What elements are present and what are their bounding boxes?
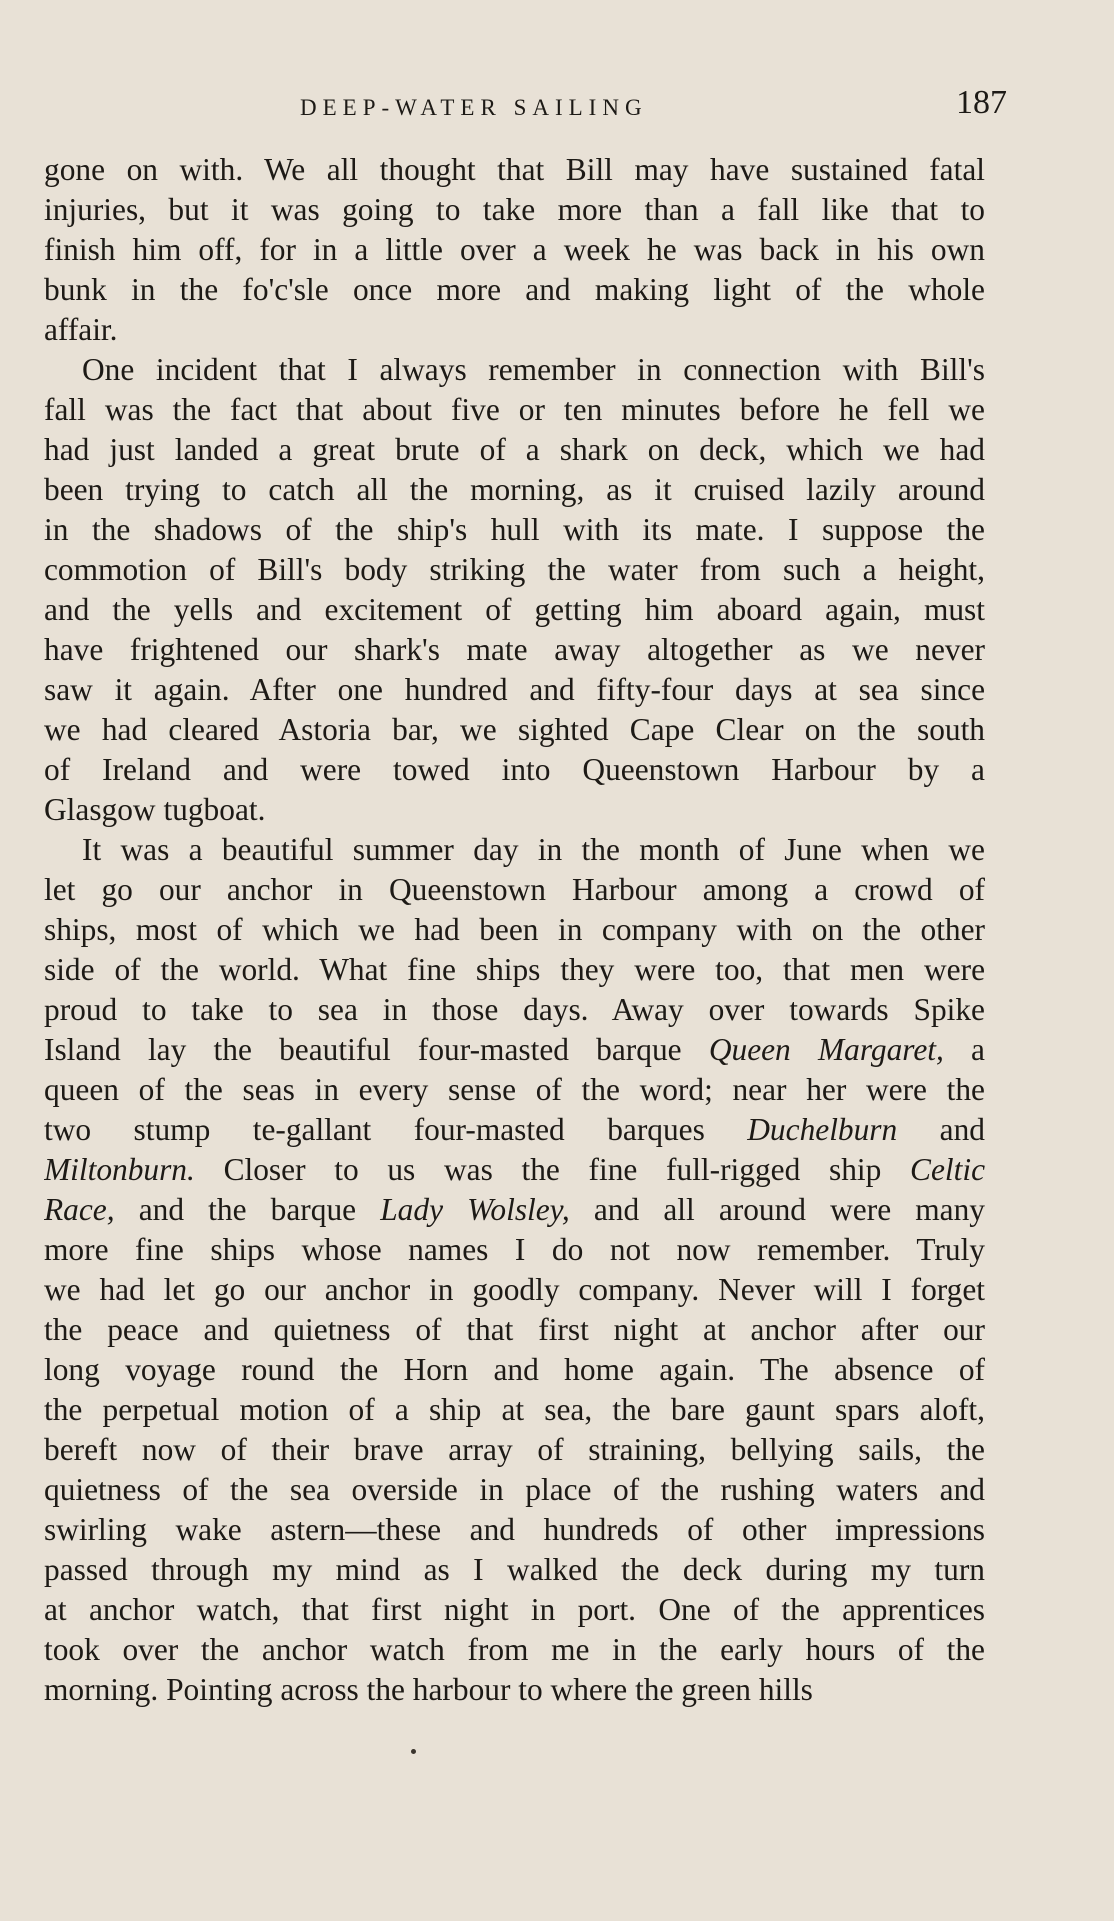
page-header	[44, 86, 1044, 136]
text-segment: One incident that I always remember in connection with Bill's	[82, 352, 985, 387]
text-segment: bunk in the fo'c'sle once more and making light of the whole	[44, 272, 985, 307]
ink-speck	[411, 1749, 416, 1754]
text-segment: finish him off, for in a little over a week he was back in his own	[44, 232, 985, 267]
text-segment: we had let go our anchor in goodly company. Never will I forget	[44, 1272, 985, 1307]
text-segment: It was a beautiful summer day in the month of June when we	[82, 832, 985, 867]
text-line	[44, 790, 985, 830]
text-segment: the perpetual motion of a ship at sea, the bare gaunt spars aloft,	[44, 1392, 985, 1427]
text-line	[44, 1230, 985, 1270]
text-line	[44, 510, 985, 550]
text-line	[44, 750, 985, 790]
text-segment: affair.	[44, 312, 118, 347]
text-segment: two stump te-gallant four-masted barques	[44, 1112, 748, 1147]
ship-name: Queen Margaret,	[708, 1032, 944, 1067]
text-segment: fall was the fact that about five or ten minutes before he fell we	[44, 392, 985, 427]
ship-name: Celtic	[910, 1152, 985, 1187]
text-segment: and all around were many	[569, 1192, 985, 1227]
body-text	[44, 150, 985, 1710]
text-line	[44, 390, 985, 430]
text-line	[44, 1150, 985, 1190]
text-segment: injuries, but it was going to take more than a fall like that to	[44, 192, 985, 227]
text-segment: took over the anchor watch from me in the early hours of the	[44, 1632, 985, 1667]
ship-name: Miltonburn.	[44, 1152, 195, 1187]
text-segment: in the shadows of the ship's hull with its mate. I suppose the	[44, 512, 985, 547]
text-line	[44, 230, 985, 270]
text-segment: more fine ships whose names I do not now remember. Truly	[44, 1232, 985, 1267]
text-segment: side of the world. What fine ships they were too, that men were	[44, 952, 985, 987]
text-segment: and	[897, 1112, 985, 1147]
text-line	[44, 670, 985, 710]
text-segment: gone on with. We all thought that Bill may have sustained fatal	[44, 152, 985, 187]
text-segment: Island lay the beautiful four-masted barque	[44, 1032, 709, 1067]
text-line	[44, 830, 985, 870]
text-line	[44, 950, 985, 990]
text-line	[44, 1110, 985, 1150]
text-segment: saw it again. After one hundred and fifty-four days at sea since	[44, 672, 985, 707]
text-line	[44, 630, 985, 670]
text-segment: passed through my mind as I walked the deck during my turn	[44, 1552, 985, 1587]
text-line	[44, 1030, 985, 1070]
running-head: DEEP-WATER SAILING	[300, 95, 648, 120]
text-line	[44, 270, 985, 310]
text-segment: proud to take to sea in those days. Away over towards Spike	[44, 992, 985, 1027]
text-segment: long voyage round the Horn and home again. The absence of	[44, 1352, 985, 1387]
text-line	[44, 710, 985, 750]
ship-name: Race,	[44, 1192, 115, 1227]
text-segment: had just landed a great brute of a shark on deck, which we had	[44, 432, 985, 467]
text-line	[44, 150, 985, 190]
text-segment: of Ireland and were towed into Queenstown Harbour by a	[44, 752, 985, 787]
text-segment: queen of the seas in every sense of the word; near her were the	[44, 1072, 985, 1107]
text-line	[44, 310, 985, 350]
text-segment: been trying to catch all the morning, as it cruised lazily around	[44, 472, 985, 507]
text-segment: quietness of the sea overside in place of the rushing waters and	[44, 1472, 985, 1507]
text-line	[44, 1510, 985, 1550]
text-segment: and the yells and excitement of getting him aboard again, must	[44, 592, 985, 627]
text-line	[44, 1310, 985, 1350]
text-line	[44, 550, 985, 590]
text-segment: a	[943, 1032, 985, 1067]
text-line	[44, 350, 985, 390]
text-segment: the peace and quietness of that first night at anchor after our	[44, 1312, 985, 1347]
ship-name: Lady Wolsley,	[380, 1192, 570, 1227]
text-segment: swirling wake astern—these and hundreds of other impressions	[44, 1512, 985, 1547]
text-line	[44, 910, 985, 950]
text-line	[44, 1350, 985, 1390]
text-segment: at anchor watch, that first night in port. One of the apprentices	[44, 1592, 985, 1627]
text-line	[44, 190, 985, 230]
text-line	[44, 590, 985, 630]
text-segment: morning. Pointing across the harbour to where the green hills	[44, 1672, 813, 1707]
text-segment: Closer to us was the fine full-rigged ship	[194, 1152, 911, 1187]
text-line	[44, 1430, 985, 1470]
text-line	[44, 1070, 985, 1110]
text-segment: have frightened our shark's mate away altogether as we never	[44, 632, 985, 667]
page-number: 187	[956, 84, 1007, 121]
text-line	[44, 1270, 985, 1310]
text-line	[44, 470, 985, 510]
text-segment: and the barque	[114, 1192, 381, 1227]
text-line	[44, 1190, 985, 1230]
text-segment: ships, most of which we had been in company with on the other	[44, 912, 985, 947]
text-segment: bereft now of their brave array of straining, bellying sails, the	[44, 1432, 985, 1467]
ship-name: Duchelburn	[747, 1112, 898, 1147]
text-segment: let go our anchor in Queenstown Harbour among a crowd of	[44, 872, 985, 907]
text-line	[44, 1590, 985, 1630]
text-line	[44, 1630, 985, 1670]
text-line	[44, 1470, 985, 1510]
text-line	[44, 870, 985, 910]
text-line	[44, 1390, 985, 1430]
text-line	[44, 430, 985, 470]
text-segment: we had cleared Astoria bar, we sighted Cape Clear on the south	[44, 712, 985, 747]
text-line	[44, 1550, 985, 1590]
text-line	[44, 1670, 985, 1710]
text-segment: Glasgow tugboat.	[44, 792, 266, 827]
text-line	[44, 990, 985, 1030]
text-segment: commotion of Bill's body striking the water from such a height,	[44, 552, 985, 587]
